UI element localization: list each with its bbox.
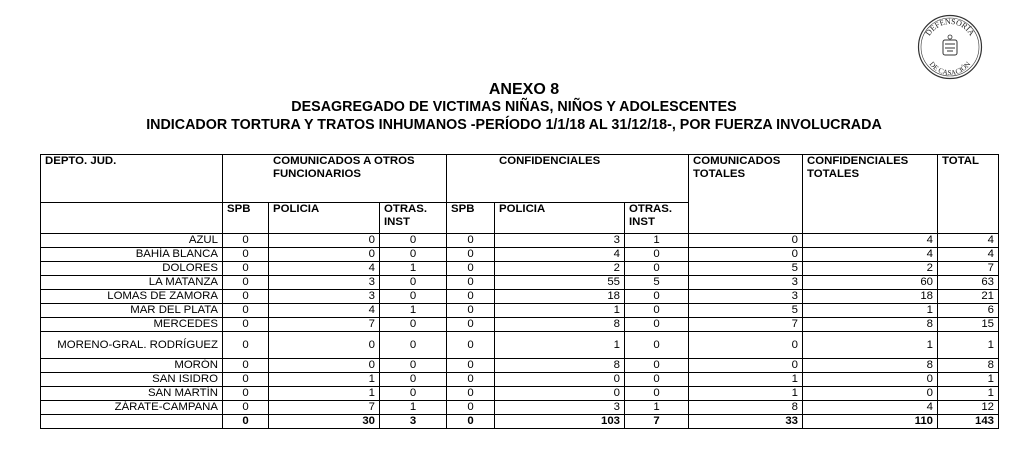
value-cell: 3 bbox=[269, 276, 380, 290]
value-cell: 4 bbox=[269, 304, 380, 318]
value-cell: 1 bbox=[625, 401, 689, 415]
total-cell: 143 bbox=[938, 415, 999, 429]
svg-text:DEFENSORÍA bbox=[924, 17, 977, 38]
value-cell: 0 bbox=[689, 248, 803, 262]
value-cell: 0 bbox=[447, 332, 495, 359]
dept-cell: LA MATANZA bbox=[41, 276, 223, 290]
dept-cell: MORENO-GRAL. RODRÍGUEZ bbox=[41, 332, 223, 359]
value-cell: 4 bbox=[803, 401, 938, 415]
dept-cell: BAHÍA BLANCA bbox=[41, 248, 223, 262]
value-cell: 0 bbox=[223, 276, 269, 290]
total-cell: 103 bbox=[495, 415, 625, 429]
value-cell: 1 bbox=[938, 332, 999, 359]
header-comunicados-totales: COMUNICADOS TOTALES bbox=[689, 155, 803, 234]
value-cell: 3 bbox=[689, 276, 803, 290]
value-cell: 3 bbox=[689, 290, 803, 304]
total-cell: 3 bbox=[380, 415, 447, 429]
subheader-policia: POLICIA bbox=[269, 203, 380, 234]
header-confidenciales: CONFIDENCIALES bbox=[447, 155, 689, 203]
dept-cell: MAR DEL PLATA bbox=[41, 304, 223, 318]
value-cell: 0 bbox=[803, 373, 938, 387]
table-row bbox=[41, 318, 999, 332]
value-cell: 55 bbox=[495, 276, 625, 290]
value-cell: 1 bbox=[380, 262, 447, 276]
value-cell: 0 bbox=[223, 373, 269, 387]
header-confidenciales-totales: CONFIDENCIALES TOTALES bbox=[803, 155, 938, 234]
value-cell: 8 bbox=[495, 318, 625, 332]
value-cell: 60 bbox=[803, 276, 938, 290]
value-cell: 12 bbox=[938, 401, 999, 415]
dept-cell: LOMAS DE ZAMORA bbox=[41, 290, 223, 304]
value-cell: 2 bbox=[495, 262, 625, 276]
dept-cell: ZÁRATE-CAMPANA bbox=[41, 401, 223, 415]
value-cell: 0 bbox=[380, 290, 447, 304]
value-cell: 21 bbox=[938, 290, 999, 304]
value-cell: 0 bbox=[380, 332, 447, 359]
header-comunicados: COMUNICADOS A OTROS FUNCIONARIOS bbox=[223, 155, 447, 203]
value-cell: 8 bbox=[803, 359, 938, 373]
value-cell: 1 bbox=[803, 304, 938, 318]
value-cell: 0 bbox=[380, 276, 447, 290]
value-cell: 8 bbox=[495, 359, 625, 373]
value-cell: 0 bbox=[625, 290, 689, 304]
value-cell: 18 bbox=[495, 290, 625, 304]
value-cell: 1 bbox=[803, 332, 938, 359]
table-row bbox=[41, 401, 999, 415]
value-cell: 63 bbox=[938, 276, 999, 290]
table-row bbox=[41, 276, 999, 290]
table-row bbox=[41, 387, 999, 401]
annex-indicator: INDICADOR TORTURA Y TRATOS INHUMANOS -PERÍODO 1/1/18 AL 31/12/18-, POR FUERZA INVOLUCRADA bbox=[146, 116, 882, 133]
value-cell: 1 bbox=[938, 387, 999, 401]
title-block bbox=[0, 80, 1018, 134]
subheader-otras: OTRAS. INST bbox=[625, 203, 689, 234]
table-row bbox=[41, 332, 999, 359]
value-cell: 0 bbox=[380, 359, 447, 373]
value-cell: 0 bbox=[380, 387, 447, 401]
value-cell: 0 bbox=[380, 318, 447, 332]
value-cell: 0 bbox=[269, 248, 380, 262]
table-row bbox=[41, 373, 999, 387]
value-cell: 7 bbox=[269, 401, 380, 415]
value-cell: 5 bbox=[689, 262, 803, 276]
value-cell: 0 bbox=[447, 262, 495, 276]
value-cell: 15 bbox=[938, 318, 999, 332]
value-cell: 0 bbox=[625, 318, 689, 332]
value-cell: 0 bbox=[223, 262, 269, 276]
value-cell: 8 bbox=[689, 401, 803, 415]
value-cell: 0 bbox=[689, 234, 803, 248]
value-cell: 0 bbox=[223, 234, 269, 248]
value-cell: 1 bbox=[689, 373, 803, 387]
value-cell: 4 bbox=[803, 248, 938, 262]
value-cell: 0 bbox=[223, 290, 269, 304]
value-cell: 1 bbox=[495, 332, 625, 359]
value-cell: 0 bbox=[689, 359, 803, 373]
value-cell: 1 bbox=[269, 387, 380, 401]
value-cell: 0 bbox=[223, 401, 269, 415]
seal-text-bottom: DE CASACIÓN bbox=[927, 60, 973, 78]
table-row bbox=[41, 304, 999, 318]
value-cell: 4 bbox=[803, 234, 938, 248]
dept-cell: SAN MARTÍN bbox=[41, 387, 223, 401]
value-cell: 0 bbox=[380, 234, 447, 248]
value-cell: 7 bbox=[269, 318, 380, 332]
value-cell: 0 bbox=[447, 290, 495, 304]
value-cell: 1 bbox=[380, 401, 447, 415]
value-cell: 0 bbox=[447, 318, 495, 332]
header-total: TOTAL bbox=[938, 155, 999, 234]
value-cell: 4 bbox=[938, 234, 999, 248]
value-cell: 0 bbox=[625, 332, 689, 359]
dept-cell: MERCEDES bbox=[41, 318, 223, 332]
value-cell: 0 bbox=[223, 359, 269, 373]
subheader-policia: POLICIA bbox=[495, 203, 625, 234]
value-cell: 0 bbox=[447, 276, 495, 290]
value-cell: 0 bbox=[269, 359, 380, 373]
header-dept: DEPTO. JUD. bbox=[41, 155, 223, 203]
value-cell: 0 bbox=[223, 387, 269, 401]
value-cell: 0 bbox=[223, 332, 269, 359]
value-cell: 0 bbox=[625, 387, 689, 401]
total-cell: 0 bbox=[447, 415, 495, 429]
total-cell: 30 bbox=[269, 415, 380, 429]
total-cell: 0 bbox=[223, 415, 269, 429]
value-cell: 0 bbox=[223, 304, 269, 318]
value-cell: 0 bbox=[803, 387, 938, 401]
value-cell: 3 bbox=[269, 290, 380, 304]
value-cell: 8 bbox=[938, 359, 999, 373]
value-cell: 0 bbox=[689, 332, 803, 359]
value-cell: 4 bbox=[269, 262, 380, 276]
value-cell: 1 bbox=[938, 373, 999, 387]
value-cell: 0 bbox=[447, 387, 495, 401]
value-cell: 0 bbox=[223, 318, 269, 332]
value-cell: 3 bbox=[495, 234, 625, 248]
value-cell: 0 bbox=[380, 373, 447, 387]
table-row bbox=[41, 359, 999, 373]
value-cell: 1 bbox=[380, 304, 447, 318]
value-cell: 0 bbox=[625, 262, 689, 276]
annex-title: ANEXO 8 bbox=[488, 81, 560, 98]
value-cell: 18 bbox=[803, 290, 938, 304]
value-cell: 1 bbox=[689, 387, 803, 401]
table-row bbox=[41, 290, 999, 304]
value-cell: 1 bbox=[495, 304, 625, 318]
total-cell: 110 bbox=[803, 415, 938, 429]
value-cell: 0 bbox=[495, 373, 625, 387]
value-cell: 1 bbox=[625, 234, 689, 248]
value-cell: 0 bbox=[223, 248, 269, 262]
value-cell: 0 bbox=[625, 359, 689, 373]
defensoria-seal bbox=[917, 14, 983, 80]
table-row bbox=[41, 262, 999, 276]
data-table bbox=[40, 154, 999, 429]
totals-row bbox=[41, 415, 999, 429]
value-cell: 0 bbox=[447, 359, 495, 373]
total-cell: 33 bbox=[689, 415, 803, 429]
value-cell: 4 bbox=[938, 248, 999, 262]
table-row bbox=[41, 234, 999, 248]
value-cell: 0 bbox=[447, 234, 495, 248]
value-cell: 6 bbox=[938, 304, 999, 318]
subheader-spb: SPB bbox=[223, 203, 269, 234]
value-cell: 0 bbox=[380, 248, 447, 262]
value-cell: 3 bbox=[495, 401, 625, 415]
totals-label-cell bbox=[41, 415, 223, 429]
value-cell: 7 bbox=[938, 262, 999, 276]
table-row bbox=[41, 248, 999, 262]
dept-cell: DOLORES bbox=[41, 262, 223, 276]
value-cell: 7 bbox=[689, 318, 803, 332]
value-cell: 0 bbox=[447, 401, 495, 415]
value-cell: 5 bbox=[625, 276, 689, 290]
value-cell: 0 bbox=[447, 304, 495, 318]
header-dept-blank bbox=[41, 203, 223, 234]
dept-cell: SAN ISIDRO bbox=[41, 373, 223, 387]
seal-text-top: DEFENSORÍA bbox=[923, 16, 977, 38]
value-cell: 0 bbox=[625, 373, 689, 387]
value-cell: 0 bbox=[269, 332, 380, 359]
value-cell: 5 bbox=[689, 304, 803, 318]
annex-subtitle: DESAGREGADO DE VICTIMAS NIÑAS, NIÑOS Y ADOLESCENTES bbox=[291, 99, 737, 115]
value-cell: 0 bbox=[625, 248, 689, 262]
dept-cell: MORÓN bbox=[41, 359, 223, 373]
dept-cell: AZUL bbox=[41, 234, 223, 248]
total-cell: 7 bbox=[625, 415, 689, 429]
value-cell: 0 bbox=[447, 248, 495, 262]
value-cell: 0 bbox=[625, 304, 689, 318]
subheader-spb: SPB bbox=[447, 203, 495, 234]
value-cell: 2 bbox=[803, 262, 938, 276]
subheader-otras: OTRAS. INST bbox=[380, 203, 447, 234]
value-cell: 0 bbox=[495, 387, 625, 401]
value-cell: 4 bbox=[495, 248, 625, 262]
value-cell: 0 bbox=[269, 234, 380, 248]
value-cell: 1 bbox=[269, 373, 380, 387]
value-cell: 8 bbox=[803, 318, 938, 332]
value-cell: 0 bbox=[447, 373, 495, 387]
